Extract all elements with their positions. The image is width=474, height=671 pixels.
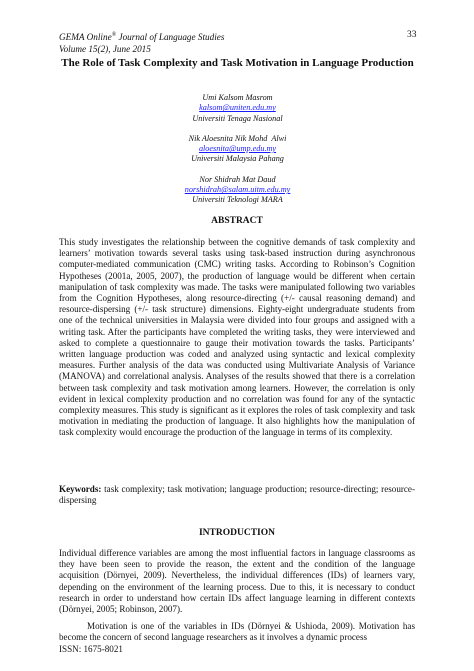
author-name: Nik Aloesnita Nik Mohd Alwi — [188, 133, 287, 143]
author-name: Nor Shidrah Mat Daud — [199, 174, 276, 184]
keywords-text: task complexity; task motivation; language production; resource-directing; resource-dispersing — [59, 484, 415, 506]
registered-mark: ® — [111, 32, 117, 38]
volume-info: Volume 15(2), June 2015 — [59, 44, 151, 55]
page-number: 33 — [407, 30, 417, 40]
author-block — [100, 93, 375, 216]
author-email-link[interactable]: aloesnita@ump.edu.my — [198, 144, 277, 154]
introduction-heading: INTRODUCTION — [198, 528, 275, 538]
running-header — [59, 29, 224, 55]
journal-name: GEMA Online — [59, 32, 112, 43]
author-affiliation: Universiti Teknologi MARA — [192, 195, 283, 205]
abstract-text: This study investigates the relationship between the cognitive demands of task complexity and learners’ motivation towards several tasks using task-based instruction during asynchronous computer-mediated communication (CMC) writing tasks. According to Robinson’s Cognition Hypotheses (2001a, 2005, 2007), the production of language would be different when certain manipulation of task complexity was made. The tasks were manipulated following two variables from the Cognition Hypotheses, along resource-directing (+/- causal reasoning demand) and resource-dispersing (+/- task structure) dimensions. Eighty-eight undergraduate students from one of the technical universities in Malaysia were divided into four groups and assigned with a writing task. After the participants have completed the writing tasks, they were interviewed and asked to complete a questionnaire to gauge their motivation towards the tasks. Participants’ written language production was coded and analyzed using syntactic and lexical complexity measures. Further analysis of the data was conducted using Multivariate Analysis of Variance (MANOVA) and correlational analysis. Analyses of the results showed that there is a correlation between task complexity and task motivation among learners. However, the correlation is only evident in lexical complexity production and no correlation was found for any of the syntactic complexity measures. This study is significant as it explores the roles of task complexity and task motivation in mediating the production of language. It also highlights how the manipulation of task complexity would encourage the production of the language in terms of its complexity. — [59, 237, 415, 438]
issn-footer: ISSN: 1675-8021 — [59, 644, 123, 654]
journal-name-rest: Journal of Language Studies — [116, 32, 225, 43]
introduction-body — [59, 548, 415, 650]
paper-title: The Role of Task Complexity and Task Motivation in Language Production — [61, 57, 414, 69]
abstract-heading: ABSTRACT — [211, 216, 263, 226]
keywords-line — [59, 484, 415, 506]
author-email-link[interactable]: norshidrah@salam.uitm.edu.my — [184, 185, 291, 195]
author-name: Umi Kalsom Masrom — [202, 93, 273, 102]
keywords-label: Keywords: — [59, 484, 102, 494]
author-email-link[interactable]: kalsom@uniten.edu.my — [199, 103, 276, 113]
author-affiliation: Universiti Malaysia Pahang — [191, 154, 284, 164]
author-entry — [100, 175, 375, 206]
author-entry — [100, 93, 375, 124]
intro-paragraph-1: Individual difference variables are among the most influential factors in language classrooms as they have been seen to provide the reason, the extent and the condition of the language acquisition (Dörnyei, 2009). Nevertheless, the individual differences (IDs) of learners vary, depending on the environment of the learning process. Due to this, it is necessary to conduct research in order to understand how certain IDs affect language learning in different contexts (Dörnyei, 2005; Robinson, 2007). — [59, 548, 415, 615]
author-entry — [100, 134, 375, 165]
author-affiliation: Universiti Tenaga Nasional — [192, 113, 283, 123]
intro-paragraph-2: Motivation is one of the variables in IDs (Dörnyei & Ushioda, 2009). Motivation has become the concern of second language researchers as it involves a dynamic process — [59, 621, 415, 643]
journal-line — [59, 29, 224, 43]
